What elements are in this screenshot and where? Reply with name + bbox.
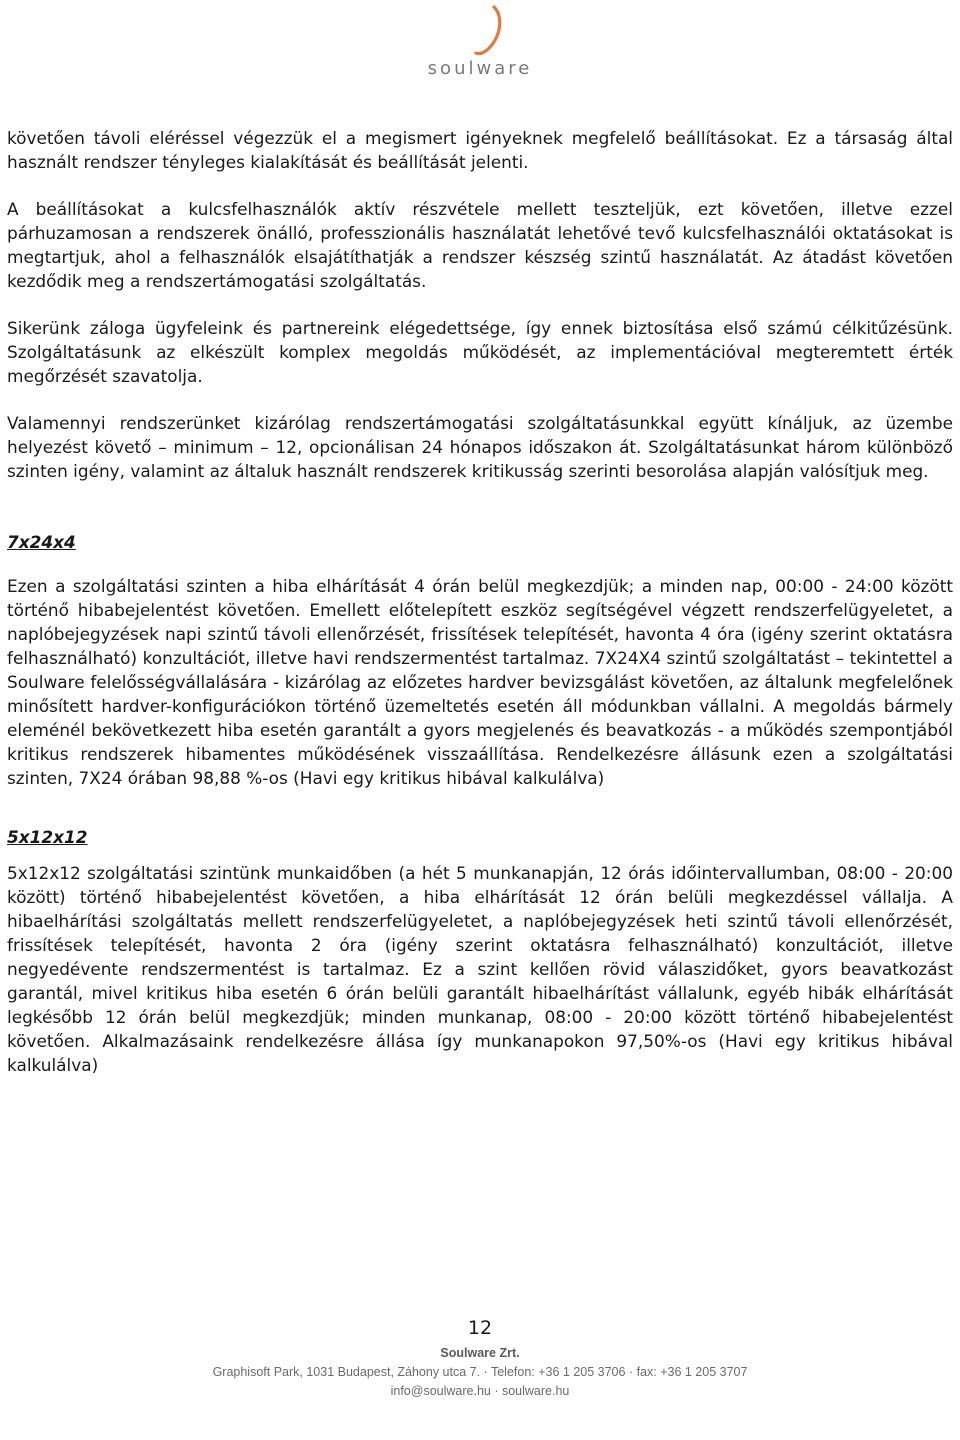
paragraph-2: A beállításokat a kulcsfelhasználók aktív részvétele mellett teszteljük, ezt követően, illetve ezzel párhuzamosan a rendszerek önálló, professzionális használatát lehetővé tevő kulcsfelhasználói oktatásokat is megtartjuk, ahol a felhasználók elsajátíthatják a rendszer készség szintű használatát. Az átadást követően kezdődik meg a rendszertámogatási szolgáltatás. <box>7 199 953 291</box>
section-body-7x24x4: Ezen a szolgáltatási szinten a hiba elhárítását 4 órán belül megkezdjük; a minden nap, 00:00 - 24:00 között történő hibabejelentést követően. Emellett előtelepített eszköz segítségével végzett rendszerfelügyeletet, a naplóbejegyzések napi szintű távoli ellenőrzését, frissítések telepítését, havonta 4 óra (igény szerint oktatásra felhasználható) konzultációt, illetve havi rendszermentést tartalmaz. 7X24X4 szintű szolgáltatást – tekintettel a Soulware felelősségvállalására - kizárólag az előzetes hardver bevizsgálást követően, az általunk megfelelőnek minősített hardver-konfigurációkon történő üzemeltetés esetén áll módunkban vállalni. A megoldás bármely eleménél bekövetkezett hiba esetén garantált a gyors megjelenés és beavatkozás - a működés szempontjából kritikus rendszerek hibamentes működésének visszaállítása. Rendelkezésre állásunk ezen a szolgáltatási szinten, 7X24 órában 98,88 %-os (Havi egy kritikus hibával kalkulálva) <box>7 576 953 788</box>
section-body-5x12x12: 5x12x12 szolgáltatási szintünk munkaidőben (a hét 5 munkanapján, 12 órás időintervallumban, 08:00 - 20:00 között) történő hibabejelentést követően, a hiba elhárítását 12 órán belüli megkezdéssel vállalja. A hibaelhárítási szolgáltatás mellett rendszerfelügyeletet, a naplóbejegyzések heti szintű távoli ellenőrzését, frissítések telepítését, havonta 2 óra (igény szerint oktatásra felhasználható) konzultációt, illetve negyedévente rendszermentést is tartalmaz. Ez a szint kellően rövid válaszidőket, gyors beavatkozást garantál, mivel kritikus hiba esetén 6 órán belüli garantált hibaelhárítást vállalunk, egyéb hibák elhárítását legkésőbb 12 órán belül megkezdjük; minden munkanap, 08:00 - 20:00 között történő hibabejelentést követően. Alkalmazásaink rendelkezésre állása így munkanapokon 97,50%-os (Havi egy kritikus hibával kalkulálva) <box>7 863 953 1075</box>
header-logo <box>0 0 960 90</box>
footer-company: Soulware Zrt. <box>440 1346 520 1360</box>
page-number: 12 <box>467 1317 493 1339</box>
footer-address: Graphisoft Park, 1031 Budapest, Záhony utca 7. · Telefon: +36 1 205 3706 · fax: +36 1 205 3707 <box>212 1365 748 1379</box>
logo-wordmark: soulware <box>427 58 533 79</box>
document-body <box>7 126 953 1077</box>
logo-swirl-icon <box>470 4 510 60</box>
paragraph-4: Valamennyi rendszerünket kizárólag rendszertámogatási szolgáltatásunkkal együtt kínáljuk, az üzembe helyezést követő – minimum – 12, opcionálisan 24 hónapos időszakon át. Szolgáltatásunkat három különböző szinten igény, valamint az általuk használt rendszerek kritikusság szerinti besorolása alapján valósítjuk meg. <box>7 413 953 481</box>
footer-contact: info@soulware.hu · soulware.hu <box>390 1384 570 1398</box>
paragraph-1: követően távoli eléréssel végezzük el a megismert igényeknek megfelelő beállításokat. Ez a társaság által használt rendszer tényleges kialakítását és beállítását jelenti. <box>7 128 953 172</box>
section-heading-5x12x12: 5x12x12 <box>7 827 88 847</box>
section-heading-7x24x4: 7x24x4 <box>7 532 76 552</box>
page-footer <box>0 1344 960 1401</box>
paragraph-3: Sikerünk záloga ügyfeleink és partnereink elégedettsége, így ennek biztosítása első számú célkitűzésünk. Szolgáltatásunk az elkészült komplex megoldás működését, az implementációval megteremtett érték megőrzését szavatolja. <box>7 318 953 386</box>
